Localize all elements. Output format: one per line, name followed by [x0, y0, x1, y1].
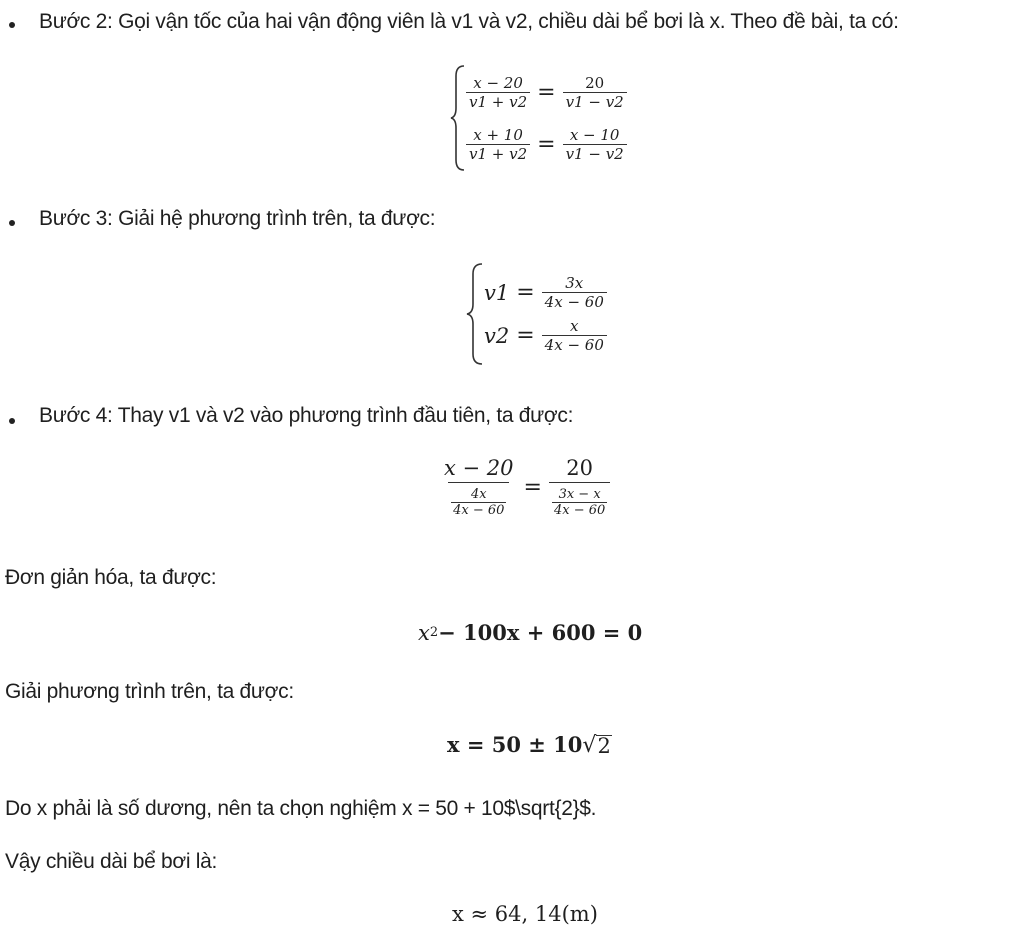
- equation-step4: [441, 456, 610, 518]
- result-equation: [452, 902, 598, 926]
- system-2-eq2: [484, 314, 607, 357]
- equals-sign: =: [516, 323, 535, 348]
- denominator: [448, 482, 509, 518]
- equals-sign: =: [537, 131, 556, 157]
- denominator: v1 − v2: [563, 144, 627, 163]
- denominator: v1 + v2: [466, 144, 530, 163]
- roots-equation: [447, 732, 612, 757]
- step3-text: Bước 3: Giải hệ phương trình trên, ta được:: [39, 207, 436, 230]
- simplify-text: Đơn giản hóa, ta được:: [5, 566, 217, 589]
- bullet-step3: [9, 220, 15, 226]
- inner-fraction: [552, 487, 607, 518]
- left-brace-icon: [466, 262, 484, 366]
- system-1-eq2: [466, 118, 627, 170]
- inner-numerator: 4x: [470, 487, 487, 502]
- left-brace-icon: [450, 64, 466, 172]
- radicand: 2: [597, 733, 611, 758]
- choose-root-text: Do x phải là số dương, nên ta chọn nghiệm x = 50 + 10$\sqrt{2}$.: [5, 797, 597, 820]
- bullet-step2: [9, 22, 15, 28]
- inner-fraction: [451, 487, 506, 518]
- denominator: 4x − 60: [542, 292, 607, 311]
- denominator: v1 − v2: [563, 92, 627, 111]
- denominator: [549, 482, 610, 518]
- fraction: [563, 74, 627, 111]
- conclusion-text: Vậy chiều dài bể bơi là:: [5, 850, 218, 873]
- denominator: v1 + v2: [466, 92, 530, 111]
- sqrt-symbol: [582, 733, 611, 757]
- fraction: [466, 126, 530, 163]
- system-1-rows: [466, 66, 627, 170]
- roots-lhs: x = 50 ± 10: [447, 732, 583, 757]
- inner-numerator: 3x − x: [558, 487, 601, 502]
- numerator: x − 10: [569, 125, 620, 144]
- system-2-eq1: [484, 271, 607, 314]
- equals-sign: =: [523, 474, 542, 500]
- complex-fraction-right: [549, 456, 610, 518]
- quadratic-base: x: [418, 620, 430, 645]
- numerator: x + 10: [473, 125, 523, 144]
- step2-text: Bước 2: Gọi vận tốc của hai vận động viên là v1 và v2, chiều dài bể bơi là x. Theo đề bài, ta có:: [39, 10, 899, 33]
- system-2-rows: [484, 271, 607, 357]
- radical-sign-icon: √: [582, 732, 597, 758]
- inner-denominator: 4x − 60: [453, 503, 505, 518]
- solve-text: Giải phương trình trên, ta được:: [5, 680, 294, 703]
- fraction: [542, 274, 607, 311]
- equation-system-2: [466, 262, 607, 366]
- step4-text: Bước 4: Thay v1 và v2 vào phương trình đầu tiên, ta được:: [39, 404, 574, 427]
- complex-fraction-left: [441, 456, 517, 518]
- result-value: x ≈ 64, 14(m): [452, 902, 598, 926]
- numerator: x: [570, 317, 579, 335]
- quadratic-rest: − 100x + 600 = 0: [438, 620, 643, 645]
- bullet-step4: [9, 418, 15, 424]
- fraction: [563, 126, 627, 163]
- equals-sign: =: [537, 79, 556, 105]
- numerator: x − 20: [444, 456, 514, 480]
- system-1-eq1: [466, 66, 627, 118]
- numerator: 20: [566, 456, 593, 480]
- equation-system-1: [450, 64, 627, 172]
- fraction: [542, 317, 607, 354]
- numerator: 20: [585, 73, 605, 92]
- variable-v2: v2: [484, 323, 510, 348]
- numerator: x − 20: [473, 73, 523, 92]
- inner-denominator: 4x − 60: [553, 503, 606, 518]
- equals-sign: =: [516, 280, 535, 305]
- numerator: 3x: [565, 274, 584, 292]
- variable-v1: v1: [484, 280, 510, 305]
- quadratic-equation: [418, 620, 642, 645]
- denominator: 4x − 60: [542, 335, 607, 354]
- quadratic-exponent: 2: [429, 625, 439, 640]
- fraction: [466, 74, 530, 111]
